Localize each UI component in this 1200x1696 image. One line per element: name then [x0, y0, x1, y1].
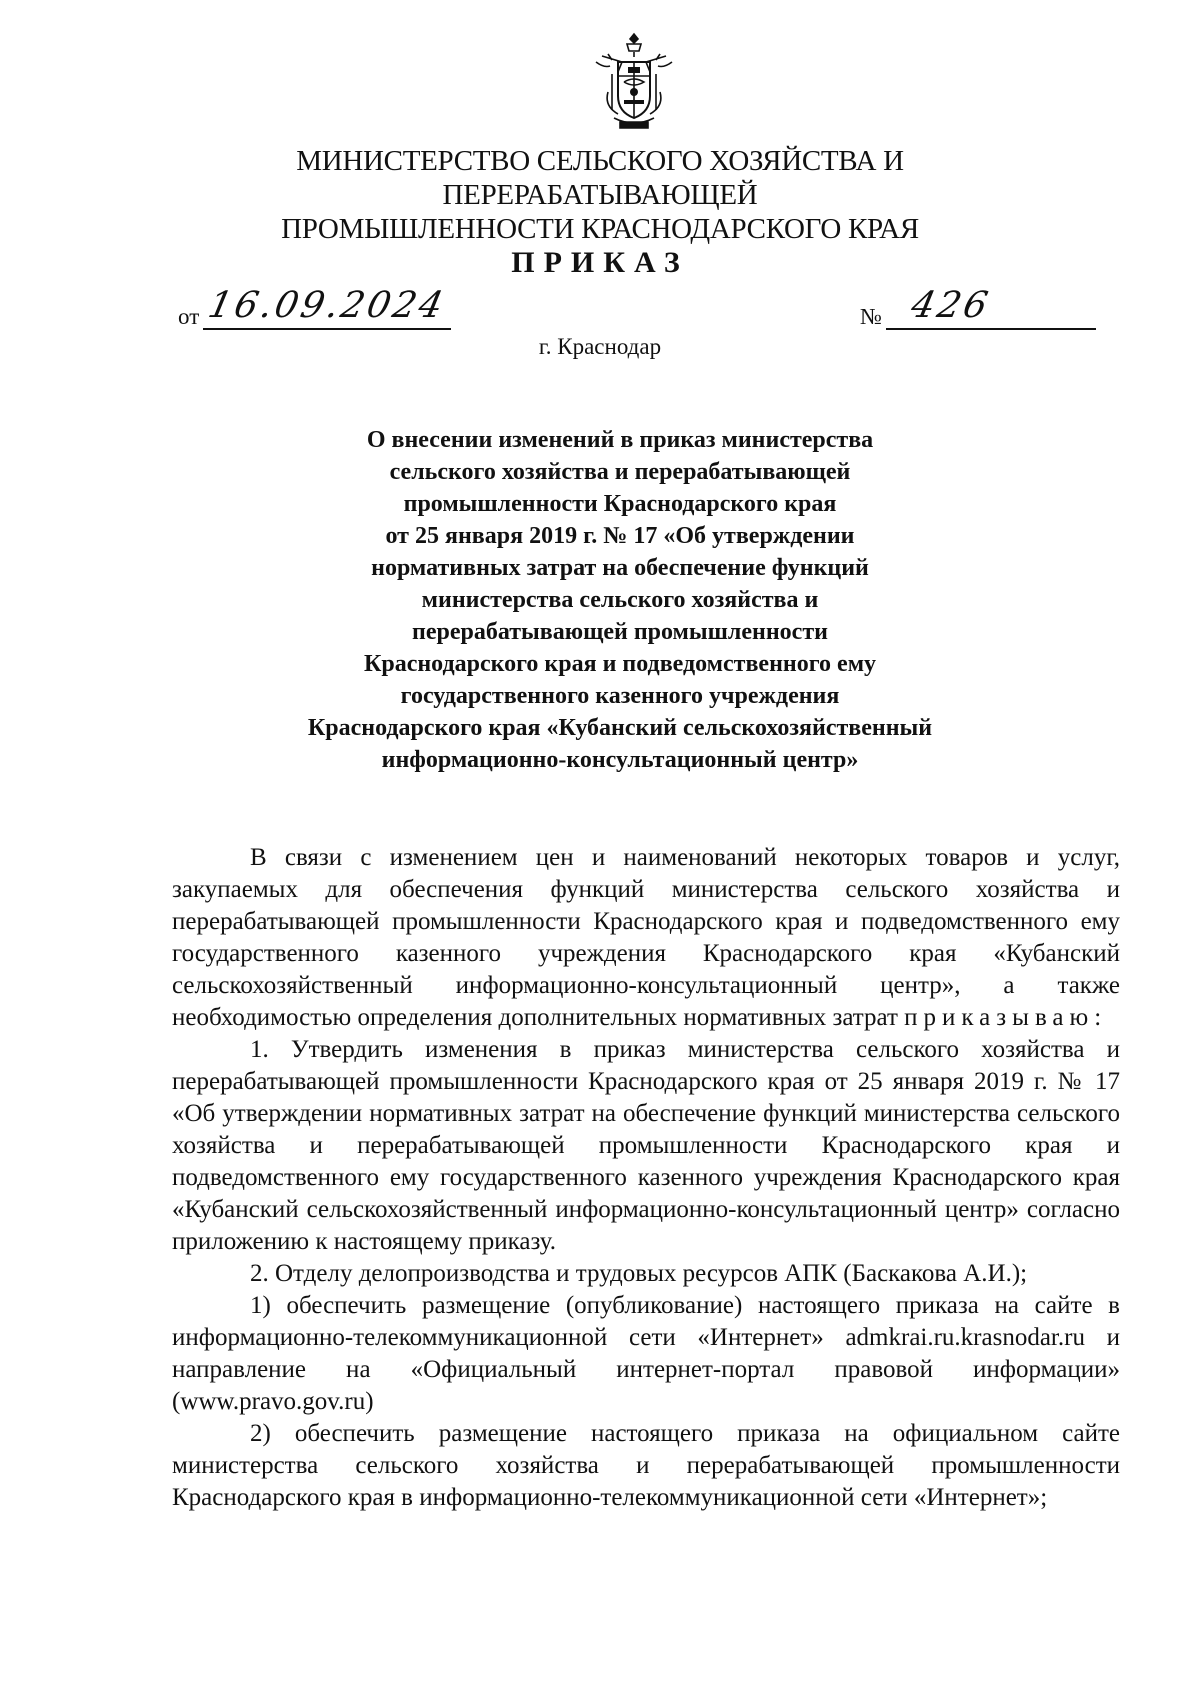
ministry-name-line-2: ПРОМЫШЛЕННОСТИ КРАСНОДАРСКОГО КРАЯ	[281, 213, 919, 245]
subject-line: нормативных затрат на обеспечение функций	[371, 555, 869, 581]
handwritten-date: 16.09.2024	[204, 285, 450, 326]
item-2-2-paragraph: 2) обеспечить размещение настоящего приказа на официальном сайте министерства сельского хозяйства и перерабатывающей промышленности Краснодарского края в информационно-телекоммуникационной сети «Интернет»;	[172, 1420, 1120, 1511]
subject-line: сельского хозяйства и перерабатывающей	[389, 459, 851, 485]
order-date	[178, 285, 451, 332]
document-type-title: ПРИКАЗ	[511, 246, 689, 279]
date-field	[203, 285, 451, 330]
preamble-text: В связи с изменением цен и наименований некоторых товаров и услуг, закупаемых для обеспечения функций министерства сельского хозяйства и перерабатывающей промышленности Краснодарского края и подведомственного ему государственного казенного учреждения Краснодарского края «Кубанский сельскохозяйственный информационно-консультационный центр», а также необходимостью определения дополнительных нормативных затрат	[172, 844, 1120, 1031]
ministry-name-line-1: МИНИСТЕРСТВО СЕЛЬСКОГО ХОЗЯЙСТВА И ПЕРЕРАБАТЫВАЮЩЕЙ	[296, 145, 904, 211]
ministry-name	[140, 144, 1060, 246]
subject-line: государственного казенного учреждения	[400, 683, 840, 709]
subject-line: от 25 января 2019 г. № 17 «Об утверждении	[385, 523, 855, 549]
subject-line: Краснодарского края «Кубанский сельскохозяйственный	[307, 715, 933, 741]
city-line: г. Краснодар	[538, 334, 662, 359]
subject-line: информационно-консультационный центр»	[381, 747, 859, 773]
subject-line: Краснодарского края и подведомственного ему	[363, 651, 877, 677]
subject-line: министерства сельского хозяйства и	[421, 587, 819, 613]
coat-of-arms-icon	[594, 32, 674, 130]
number-field	[886, 285, 1096, 330]
item-2-paragraph: 2. Отделу делопроизводства и трудовых ресурсов АПК (Баскакова А.И.);	[250, 1260, 1028, 1287]
preamble-paragraph	[172, 842, 1120, 1034]
command-word: приказываю:	[904, 1004, 1108, 1031]
subject-line: перерабатывающей промышленности	[412, 619, 828, 645]
order-subject	[200, 424, 1040, 776]
order-number	[860, 285, 1096, 332]
item-1-paragraph: 1. Утвердить изменения в приказ министерства сельского хозяйства и перерабатывающей промышленности Краснодарского края от 25 января 2019 г. № 17 «Об утверждении нормативных затрат на обеспечение функций министерства сельского хозяйства и перерабатывающей промышленности Краснодарского края и подведомственного ему государственного казенного учреждения Краснодарского края «Кубанский сельскохозяйственный информационно-консультационный центр» согласно приложению к настоящему приказу.	[172, 1036, 1120, 1255]
date-prefix: от	[178, 304, 200, 329]
number-prefix: №	[860, 304, 882, 329]
subject-line: промышленности Краснодарского края	[403, 491, 837, 517]
item-2-1-paragraph: 1) обеспечить размещение (опубликование) настоящего приказа на сайте в информационно-телекоммуникационной сети «Интернет» admkrai.ru.krasnodar.ru и направление на «Официальный интернет-портал правовой информации» (www.pravo.gov.ru)	[172, 1292, 1120, 1415]
subject-line: О внесении изменений в приказ министерства	[366, 427, 874, 453]
order-body	[172, 842, 1120, 1514]
handwritten-number: 426	[907, 285, 995, 326]
